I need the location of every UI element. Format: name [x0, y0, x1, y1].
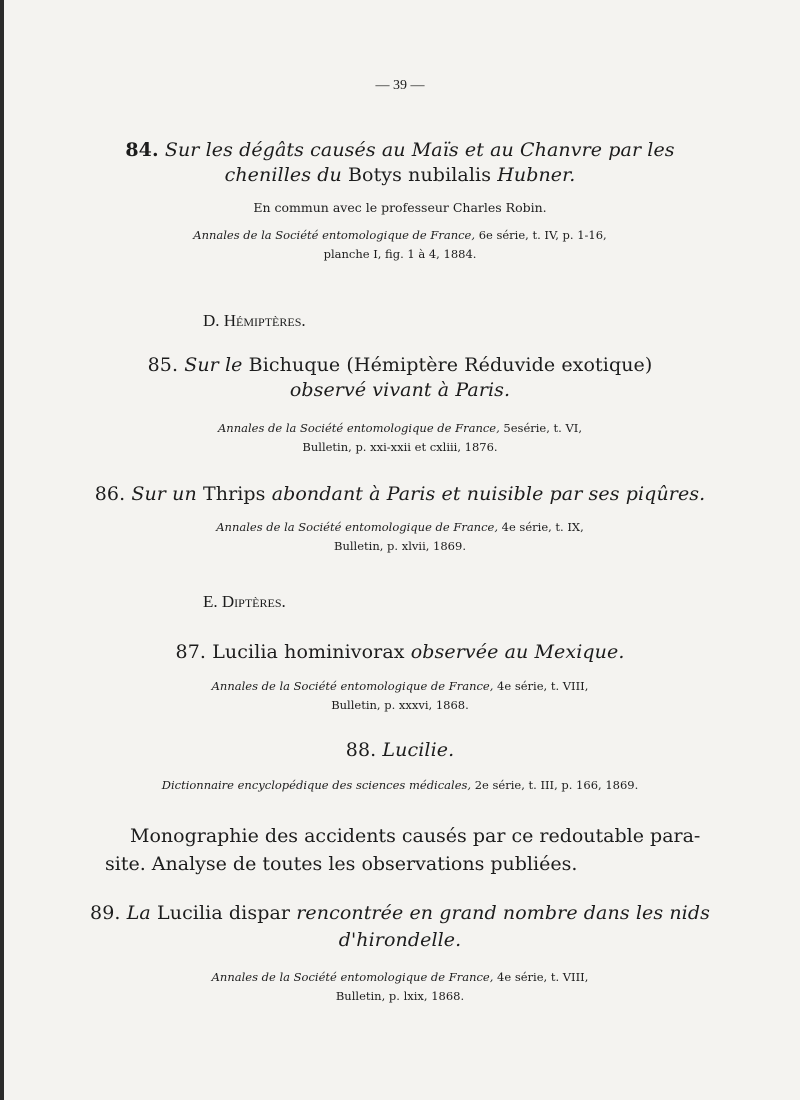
entry-84-title-text: Sur les dégâts causés au Maïs et au Chanvre par les	[164, 139, 675, 161]
entry-86-title-part: Sur un	[131, 483, 197, 505]
entry-89-number: 89.	[90, 902, 121, 924]
entry-89-citation-line1	[0, 970, 800, 984]
entry-89-title-part: La	[126, 902, 151, 924]
entry-88-journal: Dictionnaire encyclopédique des sciences médicales,	[161, 778, 472, 792]
entry-89-journal: Annales de la Société entomologique de France,	[211, 970, 494, 984]
entry-84-author: Hubner.	[497, 164, 576, 186]
entry-85-journal: Annales de la Société entomologique de France,	[218, 421, 500, 435]
entry-89-volume: 4e série, t. VIII,	[497, 970, 589, 984]
section-heading-d: D. Hémiptères.	[203, 311, 306, 330]
entry-84-citation-line2: planche I, fig. 1 à 4, 1884.	[323, 247, 477, 261]
entry-87-citation-line2: Bulletin, p. xxxvi, 1868.	[331, 698, 469, 712]
entry-85-volume: 5esérie, t. VI,	[503, 421, 582, 435]
entry-84-journal: Annales de la Société entomologique de France,	[193, 228, 476, 242]
entry-84-title-line2	[0, 164, 800, 186]
entry-87-citation-line1	[0, 679, 800, 693]
entry-87-journal: Annales de la Société entomologique de France,	[211, 679, 494, 693]
entry-88-volume: 2e série, t. III, p. 166, 1869.	[474, 778, 639, 792]
entry-85-number: 85.	[147, 354, 179, 376]
entry-86-number: 86.	[94, 483, 126, 505]
entry-89-citation-line2: Bulletin, p. lxix, 1868.	[335, 989, 465, 1003]
entry-86-citation-line2: Bulletin, p. xlvii, 1869.	[334, 539, 466, 553]
entry-89-title-line1	[0, 902, 800, 924]
entry-89-species: Lucilia dispar	[157, 902, 291, 924]
entry-86-title-rest: abondant à Paris et nuisible par ses piqûres.	[271, 483, 706, 505]
entry-89-title-line2: d'hirondelle.	[338, 929, 462, 951]
entry-87-volume: 4e série, t. VIII,	[497, 679, 589, 693]
entry-85-title-line1	[0, 354, 800, 376]
entry-88-citation	[0, 778, 800, 792]
entry-84-species: Botys nubilalis	[347, 164, 492, 186]
entry-89-title-rest: rencontrée en grand nombre dans les nids	[296, 902, 710, 924]
entry-88-paragraph-line2: site. Analyse de toutes les observations publiées.	[105, 853, 578, 875]
entry-85-species: Bichuque (Hémiptère Réduvide exotique)	[248, 354, 653, 376]
entry-88-title-text: Lucilie.	[382, 739, 455, 761]
entry-87-title	[0, 641, 800, 663]
entry-84-title-part: chenilles du	[224, 164, 342, 186]
entry-88-title	[0, 739, 800, 761]
entry-84-title-line1	[0, 139, 800, 161]
entry-86-title	[0, 483, 800, 505]
entry-85-title-line2: observé vivant à Paris.	[289, 379, 511, 401]
entry-84-note: En commun avec le professeur Charles Robin.	[253, 200, 547, 215]
section-heading-e: E. Diptères.	[203, 592, 286, 611]
entry-84-citation-line1	[0, 228, 800, 242]
entry-85-citation-line2: Bulletin, p. xxi-xxii et cxliii, 1876.	[302, 440, 498, 454]
entry-86-species: Thrips	[202, 483, 266, 505]
entry-84-volume: 6e série, t. IV, p. 1-16,	[478, 228, 607, 242]
entry-85-citation-line1	[0, 421, 800, 435]
entry-87-number: 87.	[175, 641, 207, 663]
entry-86-journal: Annales de la Société entomologique de France,	[216, 520, 498, 534]
entry-88-paragraph-line1: Monographie des accidents causés par ce redoutable para-	[130, 825, 701, 847]
entry-85-title-part: Sur le	[184, 354, 243, 376]
entry-84-number: 84.	[125, 139, 159, 161]
entry-87-species: Lucilia hominivorax	[212, 641, 405, 663]
page-number: — 39 —	[375, 78, 425, 93]
entry-87-title-rest: observée au Mexique.	[410, 641, 625, 663]
entry-86-citation-line1	[0, 520, 800, 534]
entry-86-volume: 4e série, t. IX,	[501, 520, 584, 534]
entry-88-number: 88.	[345, 739, 377, 761]
